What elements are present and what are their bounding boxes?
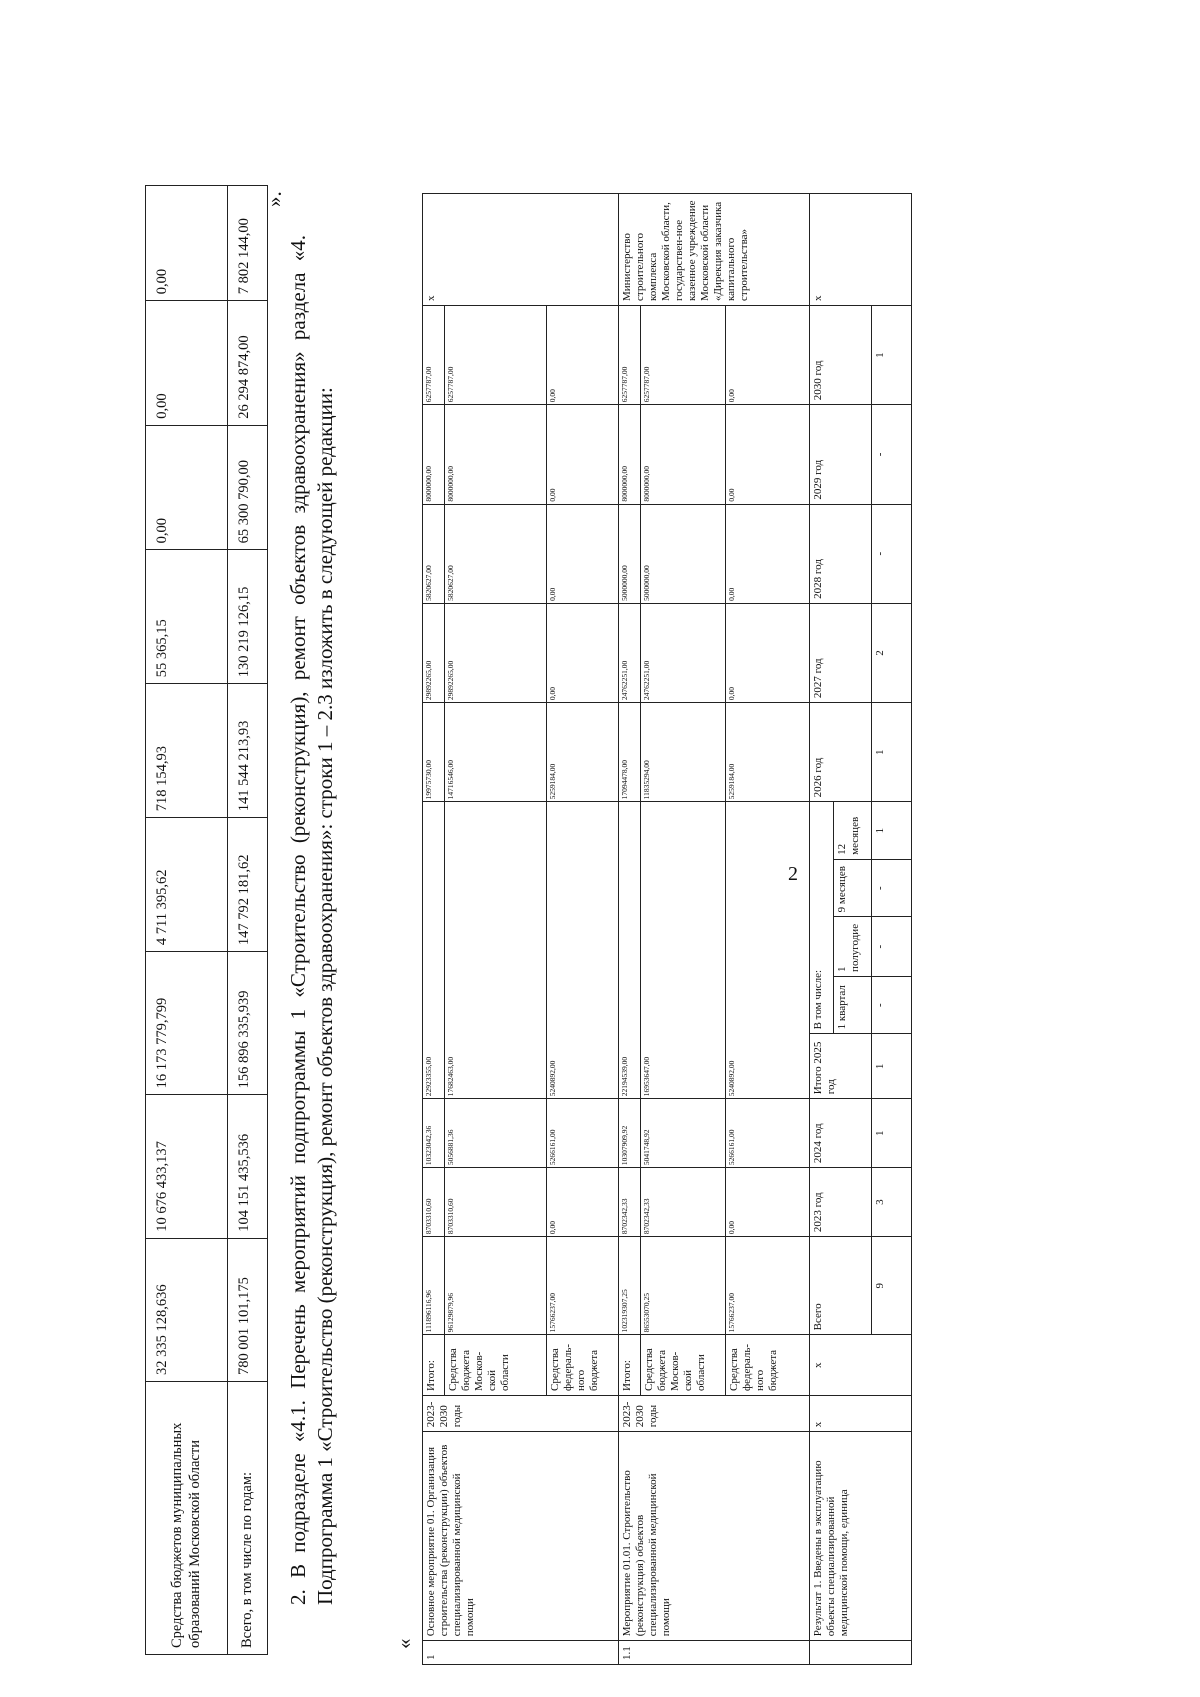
- amount-cell: 15766237,00: [726, 1237, 810, 1335]
- summary-value: 16 173 779,799: [146, 952, 228, 1095]
- result-value: 3: [872, 1168, 912, 1237]
- result-header: 2026 год: [810, 703, 872, 802]
- result-value: -: [872, 976, 912, 1033]
- amount-cell: 16953647,00: [641, 802, 726, 1099]
- amount-cell: 14716546,00: [445, 703, 547, 802]
- summary-label: Средства бюджетов муниципальных образований Московской области: [146, 1382, 228, 1655]
- summary-value: 0,00: [146, 425, 228, 550]
- amount-cell: 8703310,60: [445, 1168, 547, 1237]
- amount-cell: 5000000,00: [619, 504, 641, 603]
- amount-cell: 24762251,00: [619, 603, 641, 702]
- amount-cell: 0,00: [726, 504, 810, 603]
- measure-name: Основное мероприятие 01. Организация строительства (реконструкции) объектов специализированной медицинской помощи: [423, 1432, 619, 1641]
- amount-cell: 8000000,00: [641, 405, 726, 504]
- summary-value: 0,00: [146, 186, 228, 301]
- result-value: -: [872, 859, 912, 916]
- amount-cell: 22923355,00: [423, 802, 445, 1099]
- result-value: 1: [872, 1034, 912, 1099]
- row-number: 1: [423, 1641, 619, 1665]
- row-number: 1.1: [619, 1641, 810, 1665]
- amount-cell: 6257787,00: [641, 306, 726, 405]
- amount-cell: 0,00: [726, 603, 810, 702]
- summary-value: 156 896 335,939: [228, 952, 268, 1095]
- table-row: [423, 194, 445, 1665]
- amount-cell: 22194539,00: [619, 802, 641, 1099]
- funding-source: Средства бюджета Москов-ской области: [445, 1335, 547, 1396]
- responsible: x: [423, 194, 619, 306]
- table-row: [619, 194, 641, 1665]
- summary-row-total: [228, 186, 268, 1655]
- amount-cell: 10307909,92: [619, 1099, 641, 1168]
- amount-cell: 5000000,00: [641, 504, 726, 603]
- result-value: 2: [872, 603, 912, 702]
- funding-source: Средства бюджета Москов-ской области: [641, 1335, 726, 1396]
- result-value: 1: [872, 703, 912, 802]
- amount-cell: 17682463,00: [445, 802, 547, 1099]
- summary-value: 55 365,15: [146, 550, 228, 684]
- amount-cell: 8000000,00: [619, 405, 641, 504]
- amount-cell: 0,00: [547, 405, 619, 504]
- amount-cell: 29892265,00: [423, 603, 445, 702]
- amount-cell: 5820627,00: [423, 504, 445, 603]
- amount-cell: 5056881,36: [445, 1099, 547, 1168]
- amount-cell: 0,00: [547, 504, 619, 603]
- summary-value: 4 711 395,62: [146, 818, 228, 952]
- amount-cell: 6257787,00: [423, 306, 445, 405]
- quarter-header: 12 месяцев: [834, 802, 872, 859]
- result-value: 1: [872, 306, 912, 405]
- summary-value: 141 544 213,93: [228, 684, 268, 818]
- amount-cell: 11835294,00: [641, 703, 726, 802]
- amount-cell: 102319307,25: [619, 1237, 641, 1335]
- amount-cell: 19975730,00: [423, 703, 445, 802]
- summary-value: 780 001 101,175: [228, 1238, 268, 1381]
- summary-row-municipal: [146, 186, 228, 1655]
- paragraph-text: 2. В подразделе «4.1. Перечень мероприятий подпрограммы 1 «Строительство (реконструкция), ремонт объектов здравоохранения» раздела «4. Подпрограмма 1 «Строительство (реконструкция), ремонт объектов здравоохранения»: строки 1 – 2.3 изложить в следующей редакции:: [286, 235, 337, 1605]
- result-header: 2023 год: [810, 1168, 872, 1237]
- result-header-row: [810, 194, 834, 1665]
- amount-cell: 0,00: [726, 1168, 810, 1237]
- summary-value: 0,00: [146, 301, 228, 426]
- amount-cell: 5820627,00: [445, 504, 547, 603]
- summary-value: 32 335 128,636: [146, 1238, 228, 1381]
- summary-value: 130 219 126,15: [228, 550, 268, 684]
- amount-cell: 5240892,00: [726, 802, 810, 1099]
- opening-quote: «: [392, 1638, 416, 1649]
- amount-cell: 8702342,33: [619, 1168, 641, 1237]
- result-value: 1: [872, 1099, 912, 1168]
- quarter-header: 1 квартал: [834, 976, 872, 1033]
- result-header: 2028 год: [810, 504, 872, 603]
- amount-cell: 8702342,33: [641, 1168, 726, 1237]
- responsible: Министерство строительного комплекса Московской области, государствен-ное казенное учреждение Московской области «Дирекция заказчика капитального строительства»: [619, 194, 810, 306]
- amount-cell: 0,00: [547, 603, 619, 702]
- amount-cell: 5041748,92: [641, 1099, 726, 1168]
- result-value: -: [872, 504, 912, 603]
- result-header: 2027 год: [810, 603, 872, 702]
- result-value: -: [872, 917, 912, 977]
- amount-cell: 5266161,00: [547, 1099, 619, 1168]
- result-header: Всего: [810, 1237, 872, 1335]
- quarter-header: 9 месяцев: [834, 859, 872, 916]
- result-value: -: [872, 405, 912, 504]
- amount-cell: 15766237,00: [547, 1237, 619, 1335]
- measure-period: 2023-2030 годы: [619, 1395, 810, 1431]
- amendment-paragraph: [285, 235, 339, 1605]
- amount-cell: 24762251,00: [641, 603, 726, 702]
- summary-value: 26 294 874,00: [228, 301, 268, 426]
- amount-cell: 0,00: [726, 405, 810, 504]
- amount-cell: 0,00: [547, 306, 619, 405]
- amount-cell: 10323042,36: [423, 1099, 445, 1168]
- amount-cell: 29892265,00: [445, 603, 547, 702]
- amount-cell: 96129879,96: [445, 1237, 547, 1335]
- amount-cell: 0,00: [726, 306, 810, 405]
- amount-cell: 6257787,00: [445, 306, 547, 405]
- result-header: 2029 год: [810, 405, 872, 504]
- summary-value: 65 300 790,00: [228, 425, 268, 550]
- amount-cell: 111896116,96: [423, 1237, 445, 1335]
- result-x: x: [810, 1395, 912, 1431]
- amount-cell: 17094478,00: [619, 703, 641, 802]
- amount-cell: 5266161,00: [726, 1099, 810, 1168]
- funding-source: Средства федераль-ного бюджета: [726, 1335, 810, 1396]
- amount-cell: 8000000,00: [445, 405, 547, 504]
- result-name: Результат 1. Введены в эксплуатацию объекты специализированной медицинской помощи, единица: [810, 1432, 912, 1641]
- amount-cell: 86553070,25: [641, 1237, 726, 1335]
- page-number: 2: [788, 863, 798, 885]
- amount-cell: 8703310,60: [423, 1168, 445, 1237]
- result-header: 2024 год: [810, 1099, 872, 1168]
- responsible: x: [810, 194, 912, 306]
- amount-cell: 6257787,00: [619, 306, 641, 405]
- funding-source: Итого:: [423, 1335, 445, 1396]
- summary-value: 104 151 435,536: [228, 1095, 268, 1238]
- summary-value: 7 802 144,00: [228, 186, 268, 301]
- summary-label: Всего, в том числе по годам:: [228, 1382, 268, 1655]
- measures-table: [422, 193, 912, 1665]
- quarter-header: 1 полугодие: [834, 917, 872, 977]
- closing-quote: ».: [262, 191, 286, 207]
- result-header: Итого 2025 год: [810, 1034, 872, 1099]
- summary-value: 718 154,93: [146, 684, 228, 818]
- result-header: 2030 год: [810, 306, 872, 405]
- amount-cell: 5240892,00: [547, 802, 619, 1099]
- result-x: x: [810, 1335, 912, 1396]
- result-value: 9: [872, 1237, 912, 1335]
- summary-value: 147 792 181,62: [228, 818, 268, 952]
- result-value: 1: [872, 802, 912, 859]
- measure-name: Мероприятие 01.01. Строительство (реконструкция) объектов специализированной медицинской помощи: [619, 1432, 810, 1641]
- amount-cell: 5259184,00: [726, 703, 810, 802]
- amount-cell: 8000000,00: [423, 405, 445, 504]
- result-header: В том числе:: [810, 802, 834, 1034]
- funding-source: Средства федераль-ного бюджета: [547, 1335, 619, 1396]
- summary-value: 10 676 433,137: [146, 1095, 228, 1238]
- summary-table: [145, 185, 268, 1655]
- measure-period: 2023-2030 годы: [423, 1395, 619, 1431]
- row-number: [810, 1641, 912, 1665]
- amount-cell: 5259184,00: [547, 703, 619, 802]
- funding-source: Итого:: [619, 1335, 641, 1396]
- amount-cell: 0,00: [547, 1168, 619, 1237]
